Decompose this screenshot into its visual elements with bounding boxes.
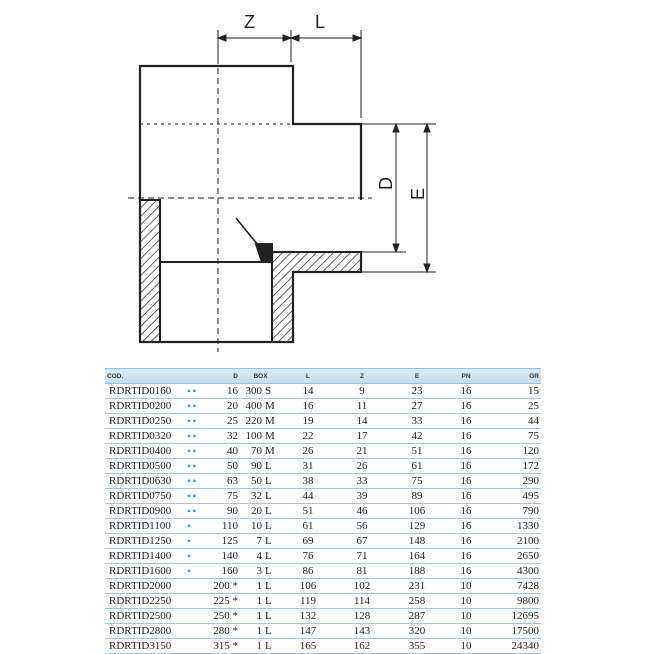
cell-d: 20: [227, 400, 238, 412]
dim-z-label: Z: [244, 12, 255, 32]
cell-box: [238, 490, 283, 502]
cell-e: 129: [408, 520, 426, 532]
cell-e: 33: [411, 415, 423, 427]
cell-d: 75: [227, 490, 238, 502]
cell-box: [238, 595, 283, 607]
cell-z: 67: [356, 535, 368, 547]
availability-dots: •: [187, 563, 193, 578]
cell-pn: 16: [460, 565, 472, 577]
cell-cod: RDRTID2500: [109, 610, 172, 622]
cell-l: 76: [302, 550, 314, 562]
cell-z: 143: [353, 625, 371, 637]
cell-cod: RDRTID0160: [109, 385, 172, 397]
cell-cod: RDRTID3150: [109, 640, 172, 652]
header-e: E: [414, 372, 420, 380]
cell-box-size: L: [265, 490, 272, 502]
cell-box-qty: 100: [245, 430, 262, 442]
cell-d: 200 *: [213, 580, 238, 592]
cell-gr: 7428: [517, 580, 539, 592]
cell-cod: RDRTID1600: [109, 565, 172, 577]
table-row: [105, 609, 541, 624]
fitting-outline: [140, 66, 361, 342]
cell-e: 320: [408, 625, 426, 637]
cell-pn: 16: [460, 475, 472, 487]
cell-l: 19: [302, 415, 314, 427]
cell-box: [238, 580, 283, 592]
cell-cod: RDRTID0750: [109, 490, 172, 502]
header-pn: PN: [461, 372, 471, 380]
cell-gr: 120: [522, 445, 539, 457]
cell-l: 51: [302, 505, 314, 517]
cell-box-qty: 7: [256, 535, 262, 547]
dim-l-label: L: [315, 12, 326, 32]
cell-box: [238, 400, 283, 412]
cell-box-qty: 3: [256, 565, 262, 577]
cell-box-qty: 1: [256, 580, 262, 592]
cell-e: 188: [408, 565, 426, 577]
cell-l: 119: [299, 595, 317, 607]
cell-pn: 16: [460, 400, 472, 412]
cell-z: 46: [356, 505, 368, 517]
cell-gr: 17500: [511, 625, 539, 637]
cell-box-size: L: [265, 505, 272, 517]
cell-cod: RDRTID0200: [109, 400, 172, 412]
cell-pn: 10: [460, 595, 472, 607]
cell-box-qty: 1: [256, 610, 262, 622]
cell-pn: 10: [460, 610, 472, 622]
cell-z: 81: [356, 565, 368, 577]
table-header: [105, 368, 541, 384]
cell-l: 132: [299, 610, 317, 622]
table-row: [105, 384, 541, 399]
table-row: [105, 519, 541, 534]
cell-z: 9: [359, 385, 365, 397]
cell-z: 114: [353, 595, 371, 607]
table-row: [105, 399, 541, 414]
cell-box: [238, 505, 283, 517]
cell-l: 86: [302, 565, 314, 577]
cell-gr: 24340: [511, 640, 539, 652]
table-row: [105, 594, 541, 609]
cell-e: 164: [408, 550, 426, 562]
cell-box-qty: 90: [251, 460, 262, 472]
cell-gr: 2100: [517, 535, 539, 547]
cell-l: 22: [302, 430, 314, 442]
cell-cod: RDRTID0320: [109, 430, 172, 442]
table-row: [105, 564, 541, 579]
cell-gr: 1330: [517, 520, 539, 532]
cell-box-size: L: [265, 460, 272, 472]
cell-box-size: L: [265, 610, 272, 622]
cell-pn: 16: [460, 385, 472, 397]
cell-z: 162: [353, 640, 371, 652]
inner-bore: [160, 218, 272, 342]
table-row: [105, 459, 541, 474]
cell-z: 33: [356, 475, 368, 487]
availability-dots: ••: [187, 413, 198, 428]
cell-gr: 290: [522, 475, 539, 487]
cell-pn: 16: [460, 430, 472, 442]
cell-cod: RDRTID0630: [109, 475, 172, 487]
cell-l: 14: [302, 385, 314, 397]
cell-cod: RDRTID0900: [109, 505, 172, 517]
table-row: [105, 429, 541, 444]
table-row: [105, 534, 541, 549]
section-hatching: [140, 200, 361, 342]
availability-dots: •: [187, 533, 193, 548]
header-l: L: [306, 372, 310, 380]
cell-d: 90: [227, 505, 238, 517]
cell-gr: 25: [528, 400, 539, 412]
cell-gr: 44: [528, 415, 539, 427]
cell-gr: 790: [522, 505, 539, 517]
cell-l: 38: [302, 475, 314, 487]
cell-z: 14: [356, 415, 368, 427]
cell-gr: 12695: [511, 610, 539, 622]
cell-box-qty: 400: [245, 400, 262, 412]
cell-e: 287: [408, 610, 426, 622]
cell-box-qty: 20: [251, 505, 262, 517]
cell-box: [238, 535, 283, 547]
availability-dots: ••: [187, 458, 198, 473]
cell-l: 106: [299, 580, 317, 592]
cell-pn: 16: [460, 505, 472, 517]
availability-dots: •: [187, 548, 193, 563]
cell-box-size: S: [265, 385, 272, 397]
table-row: [105, 639, 541, 654]
cell-box-qty: 220: [245, 415, 262, 427]
cell-box-size: L: [265, 475, 272, 487]
cell-d: 140: [221, 550, 238, 562]
cell-box: [238, 565, 283, 577]
cell-l: 69: [302, 535, 314, 547]
cell-e: 42: [411, 430, 423, 442]
table-row: [105, 624, 541, 639]
dimension-z-l: [218, 30, 361, 118]
cell-box: [238, 415, 283, 427]
cell-d: 50: [227, 460, 238, 472]
cell-pn: 10: [460, 580, 472, 592]
cell-d: 16: [227, 385, 238, 397]
cell-box: [238, 475, 283, 487]
dim-d-label: D: [376, 177, 396, 190]
table-row: [105, 444, 541, 459]
cell-box: [238, 445, 283, 457]
cell-box: [238, 640, 283, 652]
header-cod: COD.: [107, 372, 124, 380]
cell-d: 280 *: [213, 625, 238, 637]
cell-box-size: M: [265, 415, 275, 427]
cell-d: 110: [221, 520, 238, 532]
table-body: [105, 384, 541, 654]
table-row: [105, 504, 541, 519]
cell-cod: RDRTID2250: [109, 595, 172, 607]
cell-box: [238, 430, 283, 442]
cell-gr: 2650: [517, 550, 539, 562]
cell-z: 56: [356, 520, 368, 532]
cell-z: 39: [356, 490, 368, 502]
cell-e: 27: [411, 400, 423, 412]
cell-e: 75: [411, 475, 423, 487]
cell-e: 148: [408, 535, 426, 547]
cell-pn: 16: [460, 415, 472, 427]
availability-dots: ••: [187, 398, 198, 413]
cell-e: 23: [411, 385, 423, 397]
cell-z: 17: [356, 430, 368, 442]
cell-cod: RDRTID0500: [109, 460, 172, 472]
availability-dots: ••: [187, 443, 198, 458]
cell-box-qty: 4: [256, 550, 262, 562]
cell-z: 26: [356, 460, 368, 472]
cell-e: 51: [411, 445, 423, 457]
spec-table: [105, 368, 541, 654]
cell-box-size: L: [265, 535, 272, 547]
cell-pn: 10: [460, 625, 472, 637]
cell-z: 128: [353, 610, 371, 622]
cell-gr: 4300: [517, 565, 539, 577]
cell-box-qty: 300: [245, 385, 262, 397]
table-row: [105, 489, 541, 504]
cell-d: 125: [221, 535, 238, 547]
cell-e: 258: [408, 595, 426, 607]
cell-box-qty: 1: [256, 640, 262, 652]
cell-d: 160: [221, 565, 238, 577]
cell-l: 31: [302, 460, 314, 472]
cell-cod: RDRTID0400: [109, 445, 172, 457]
availability-dots: ••: [187, 503, 198, 518]
dim-e-label: E: [408, 187, 428, 200]
cell-cod: RDRTID0250: [109, 415, 172, 427]
availability-dots: ••: [187, 473, 198, 488]
cell-box-size: L: [265, 625, 272, 637]
cell-e: 106: [408, 505, 426, 517]
cell-l: 44: [302, 490, 314, 502]
cell-cod: RDRTID2800: [109, 625, 172, 637]
cell-cod: RDRTID1250: [109, 535, 172, 547]
cell-pn: 16: [460, 520, 472, 532]
cell-d: 32: [227, 430, 238, 442]
table-row: [105, 549, 541, 564]
cell-pn: 16: [460, 535, 472, 547]
cell-box: [238, 610, 283, 622]
header-box: BOX: [253, 372, 268, 380]
cell-d: 63: [227, 475, 238, 487]
cell-l: 165: [299, 640, 317, 652]
cell-d: 40: [227, 445, 238, 457]
cell-e: 355: [408, 640, 426, 652]
availability-dots: •: [187, 518, 193, 533]
availability-dots: ••: [187, 383, 198, 398]
cell-pn: 16: [460, 550, 472, 562]
cell-box: [238, 385, 283, 397]
cell-box-size: L: [265, 640, 272, 652]
cell-box-size: M: [265, 445, 275, 457]
cell-box-qty: 1: [256, 595, 262, 607]
cell-e: 231: [408, 580, 426, 592]
cell-d: 225 *: [213, 595, 238, 607]
cell-z: 21: [356, 445, 368, 457]
cell-cod: RDRTID1100: [109, 520, 171, 532]
cell-l: 147: [299, 625, 317, 637]
cell-z: 71: [356, 550, 368, 562]
cell-box: [238, 550, 283, 562]
cell-box-qty: 32: [251, 490, 262, 502]
cell-d: 250 *: [213, 610, 238, 622]
cell-box-size: L: [265, 580, 272, 592]
cell-gr: 15: [528, 385, 539, 397]
cell-l: 16: [302, 400, 314, 412]
cell-gr: 172: [522, 460, 539, 472]
table-row: [105, 474, 541, 489]
header-gr: GR: [529, 372, 539, 380]
cell-box-qty: 50: [251, 475, 262, 487]
cell-box-size: M: [265, 430, 275, 442]
table-row: [105, 579, 541, 594]
cell-box: [238, 625, 283, 637]
header-d: D: [233, 372, 238, 380]
table-row: [105, 414, 541, 429]
cell-box-qty: 1: [256, 625, 262, 637]
cell-z: 102: [353, 580, 371, 592]
cell-cod: RDRTID1400: [109, 550, 172, 562]
cell-cod: RDRTID2000: [109, 580, 172, 592]
availability-dots: ••: [187, 428, 198, 443]
cell-z: 11: [356, 400, 368, 412]
cell-box: [238, 460, 283, 472]
header-z: Z: [360, 372, 364, 380]
centre-lines: [128, 58, 372, 352]
cell-box-size: M: [265, 400, 275, 412]
cell-gr: 495: [522, 490, 539, 502]
cell-d: 315 *: [213, 640, 238, 652]
cell-d: 25: [227, 415, 238, 427]
cell-box-size: L: [265, 550, 272, 562]
cell-box-size: L: [265, 565, 272, 577]
cell-pn: 16: [460, 460, 472, 472]
cell-box-size: L: [265, 520, 272, 532]
cell-pn: 16: [460, 445, 472, 457]
cell-box-qty: 10: [251, 520, 262, 532]
cell-box-qty: 70: [251, 445, 262, 457]
cell-l: 26: [302, 445, 314, 457]
cell-gr: 9800: [517, 595, 539, 607]
availability-dots: ••: [187, 488, 198, 503]
cell-e: 61: [411, 460, 423, 472]
cell-pn: 10: [460, 640, 472, 652]
cell-e: 89: [411, 490, 423, 502]
cell-pn: 16: [460, 490, 472, 502]
cell-box: [238, 520, 283, 532]
cell-l: 61: [302, 520, 314, 532]
cell-box-size: L: [265, 595, 272, 607]
cell-gr: 75: [528, 430, 539, 442]
